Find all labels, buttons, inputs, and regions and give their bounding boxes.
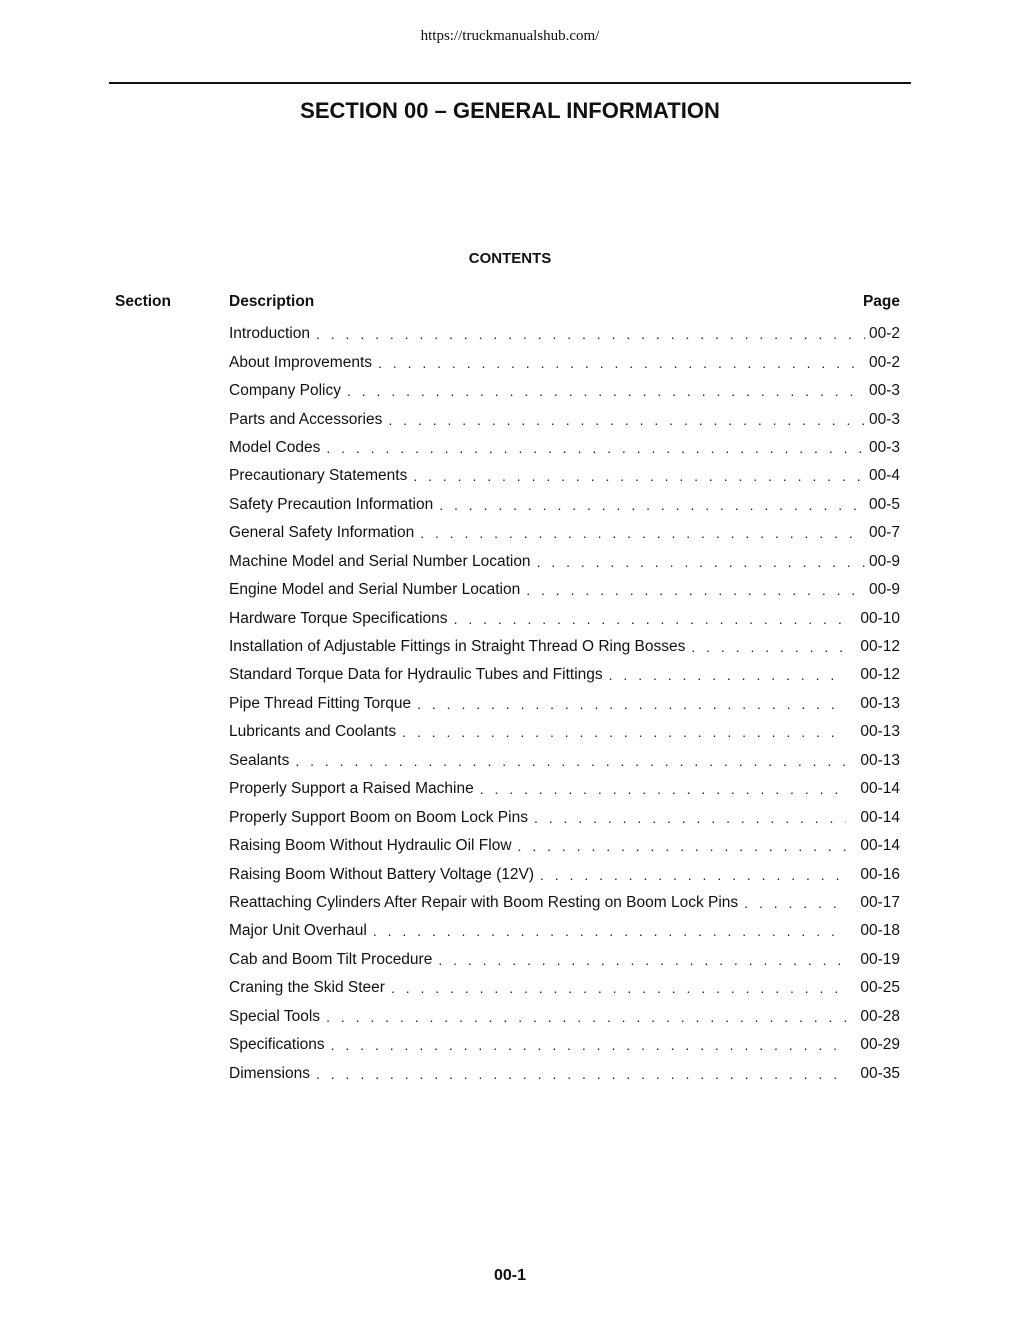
toc-entry-page: 00-28	[860, 1007, 900, 1025]
section-title: SECTION 00 – GENERAL INFORMATION	[300, 98, 720, 123]
toc-entry-page: 00-9	[868, 552, 900, 570]
toc-leader-dots	[413, 468, 865, 484]
toc-entry	[229, 747, 900, 775]
toc-entry-title: Craning the Skid Steer	[229, 979, 385, 997]
toc-entry-page: 00-3	[868, 410, 900, 428]
toc-leader-dots	[316, 1066, 846, 1082]
toc-entry-page: 00-13	[860, 694, 900, 712]
toc-entry	[229, 462, 900, 490]
toc-leader-dots	[534, 810, 846, 826]
toc-entry-title: Installation of Adjustable Fittings in Straight Thread O Ring Bosses	[229, 638, 686, 656]
toc-leader-dots	[744, 895, 846, 911]
toc-entry-title: Raising Boom Without Hydraulic Oil Flow	[229, 837, 512, 855]
toc-entry	[229, 1059, 900, 1087]
toc-entry	[229, 690, 900, 718]
toc-leader-dots	[691, 639, 846, 655]
toc-entry-page: 00-3	[868, 438, 900, 456]
toc-entry	[229, 718, 900, 746]
toc-entry-page: 00-2	[868, 325, 900, 343]
toc-entry-page: 00-35	[860, 1064, 900, 1082]
toc-entry-page: 00-18	[860, 922, 900, 940]
toc-entry-page: 00-17	[860, 893, 900, 911]
toc-entry-title: Raising Boom Without Battery Voltage (12V)	[229, 865, 534, 883]
toc-entry	[229, 803, 900, 831]
toc-entry-title: Special Tools	[229, 1007, 321, 1025]
column-header-description: Description	[229, 293, 315, 310]
toc-entry	[229, 1003, 900, 1031]
toc-leader-dots	[537, 554, 865, 570]
toc-entry-page: 00-14	[860, 808, 900, 826]
toc-entry	[229, 519, 900, 547]
toc-entry-title: Cab and Boom Tilt Procedure	[229, 950, 433, 968]
toc-leader-dots	[439, 497, 865, 513]
source-url: https://truckmanualshub.com/	[420, 28, 600, 44]
toc-leader-dots	[526, 582, 865, 598]
toc-entry-page: 00-14	[860, 780, 900, 798]
toc-entry-page: 00-14	[860, 837, 900, 855]
toc-entry-title: Machine Model and Serial Number Location	[229, 552, 531, 570]
toc-entry	[229, 320, 900, 348]
page-number: 00-1	[493, 1267, 527, 1284]
toc-entry	[229, 548, 900, 576]
toc-entry-title: Pipe Thread Fitting Torque	[229, 694, 412, 712]
contents-heading: CONTENTS	[468, 250, 552, 267]
toc-entry-title: Properly Support a Raised Machine	[229, 780, 474, 798]
toc-entry-title: Lubricants and Coolants	[229, 723, 397, 741]
toc-entry	[229, 576, 900, 604]
toc-leader-dots	[480, 781, 846, 797]
toc-leader-dots	[373, 923, 846, 939]
toc-entry	[229, 889, 900, 917]
toc-entry-title: Specifications	[229, 1036, 325, 1054]
toc-entry-page: 00-19	[860, 950, 900, 968]
toc-leader-dots	[438, 952, 846, 968]
toc-leader-dots	[326, 440, 865, 456]
toc-leader-dots	[420, 525, 865, 541]
toc-leader-dots	[347, 383, 865, 399]
toc-entry-title: General Safety Information	[229, 524, 415, 542]
toc-entry-title: Parts and Accessories	[229, 410, 383, 428]
toc-leader-dots	[454, 611, 846, 627]
column-header-section: Section	[115, 293, 171, 310]
toc-entry-page: 00-2	[868, 353, 900, 371]
toc-entry	[229, 917, 900, 945]
toc-entry	[229, 974, 900, 1002]
toc-entry-title: Precautionary Statements	[229, 467, 408, 485]
toc-entry-page: 00-13	[860, 723, 900, 741]
toc-entry-title: Model Codes	[229, 438, 321, 456]
toc-entry-page: 00-10	[860, 609, 900, 627]
column-header-page: Page	[862, 293, 900, 310]
toc-entry-page: 00-12	[860, 666, 900, 684]
toc-entry	[229, 946, 900, 974]
toc-entry	[229, 1031, 900, 1059]
toc-entry-page: 00-13	[860, 751, 900, 769]
toc-leader-dots	[316, 326, 865, 342]
toc-entry-title: Major Unit Overhaul	[229, 922, 367, 940]
toc-entry-page: 00-3	[868, 382, 900, 400]
toc-leader-dots	[609, 667, 846, 683]
toc-entry	[229, 775, 900, 803]
toc-entry-title: Properly Support Boom on Boom Lock Pins	[229, 808, 528, 826]
toc-entry	[229, 832, 900, 860]
toc-entry	[229, 491, 900, 519]
toc-leader-dots	[402, 724, 846, 740]
toc-entry-title: Standard Torque Data for Hydraulic Tubes and Fittings	[229, 666, 603, 684]
toc-entry-title: Engine Model and Serial Number Location	[229, 581, 521, 599]
toc-entry-page: 00-12	[860, 638, 900, 656]
toc-entry	[229, 348, 900, 376]
toc-leader-dots	[417, 696, 846, 712]
toc-entry	[229, 377, 900, 405]
toc-entry-page: 00-4	[868, 467, 900, 485]
toc-entry-page: 00-29	[860, 1036, 900, 1054]
toc-entry-page: 00-16	[860, 865, 900, 883]
toc-entry-page: 00-9	[868, 581, 900, 599]
toc-entry-page: 00-5	[868, 495, 900, 513]
toc-leader-dots	[326, 1009, 846, 1025]
toc-entry-page: 00-25	[860, 979, 900, 997]
toc-entry-title: Introduction	[229, 325, 310, 343]
toc-leader-dots	[331, 1037, 846, 1053]
toc-entry	[229, 661, 900, 689]
toc-entry	[229, 405, 900, 433]
toc-entry-title: About Improvements	[229, 353, 373, 371]
toc-entry-title: Reattaching Cylinders After Repair with Boom Resting on Boom Lock Pins	[229, 893, 739, 911]
toc-entry	[229, 434, 900, 462]
toc-leader-dots	[391, 980, 846, 996]
toc-entry-title: Sealants	[229, 751, 290, 769]
toc-leader-dots	[388, 412, 865, 428]
toc-entry-title: Company Policy	[229, 382, 341, 400]
toc-entry-title: Safety Precaution Information	[229, 495, 434, 513]
toc-leader-dots	[295, 753, 846, 769]
toc-entry-title: Dimensions	[229, 1064, 310, 1082]
toc-leader-dots	[540, 867, 846, 883]
toc-entry-page: 00-7	[868, 524, 900, 542]
toc-entry-title: Hardware Torque Specifications	[229, 609, 448, 627]
header-rule	[109, 82, 911, 84]
table-of-contents	[229, 320, 900, 1088]
toc-leader-dots	[518, 838, 846, 854]
toc-leader-dots	[378, 355, 865, 371]
toc-entry	[229, 633, 900, 661]
toc-entry	[229, 860, 900, 888]
toc-entry	[229, 604, 900, 632]
